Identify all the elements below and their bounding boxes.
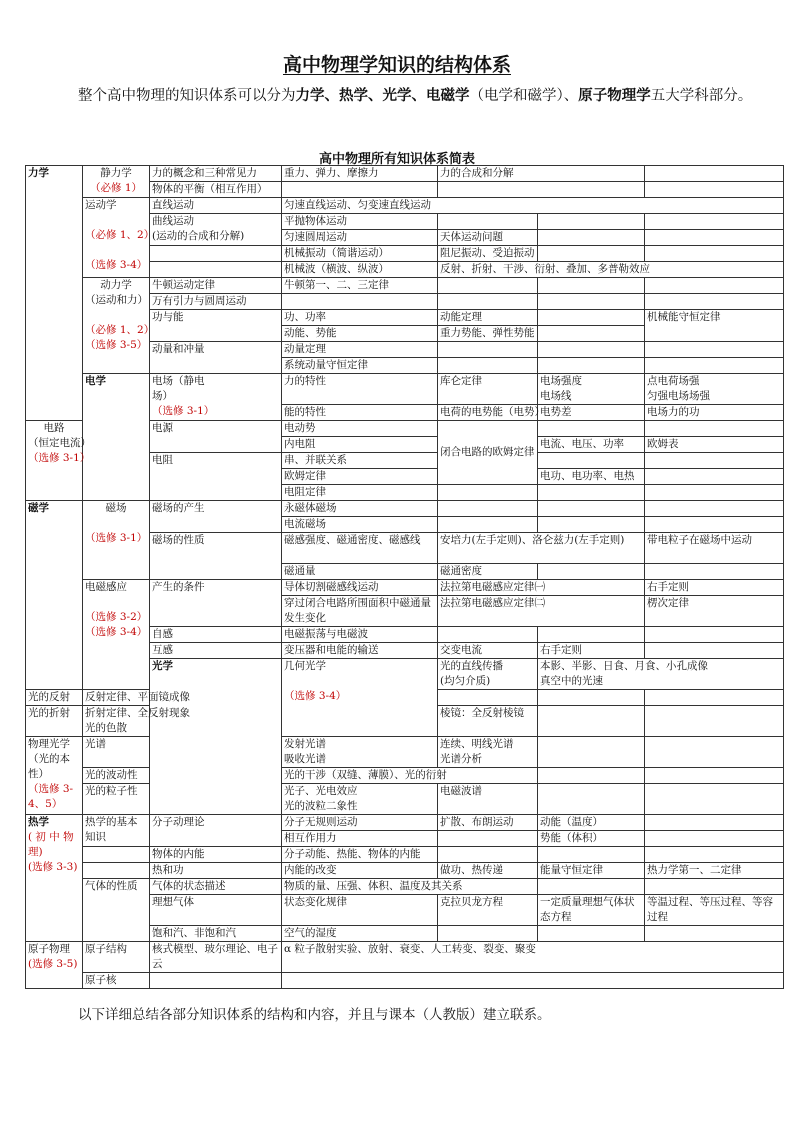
knowledge-table bbox=[25, 165, 784, 989]
table-row: 光的折射 折射定律、全反射现象 光的色散 棱镜：全反射棱镜 bbox=[26, 706, 784, 737]
category-thermal: 热学 ( 初 中 物 理) (选修 3-3) bbox=[26, 815, 83, 942]
table-row: 系统动量守恒定律 bbox=[26, 358, 784, 374]
table-row: 电学 电场（静电 场） （选修 3-1） 力的特性 库仑定律 电场强度 电场线 点电荷场强 匀强电场场强 bbox=[26, 374, 784, 405]
table-row: 光的反射 反射定律、平面镜成像 bbox=[26, 690, 784, 706]
table-row: 物体的内能 分子动能、热能、物体的内能 bbox=[26, 847, 784, 863]
table-row: 磁通量 磁通密度 bbox=[26, 564, 784, 580]
table-row: 欧姆定律 电功、电功率、电热 bbox=[26, 469, 784, 485]
table-row: 机械波（横波、纵波） 反射、折射、干涉、衍射、叠加、多普勒效应 bbox=[26, 262, 784, 278]
table-row: 穿过闭合电路所围面积中磁通量发生变化 法拉第电磁感应定律㈡ 楞次定律 bbox=[26, 596, 784, 627]
table-row: 能的特性 电荷的电势能（电势） 电势差 电场力的功 bbox=[26, 405, 784, 421]
category-mechanics: 力学 bbox=[26, 166, 83, 421]
category-magnetism: 磁学 bbox=[26, 501, 83, 690]
page-title: 高中物理学知识的结构体系 bbox=[282, 54, 511, 76]
table-row: 互感 变压器和电能的输送 交变电流 右手定则 bbox=[26, 643, 784, 659]
table-row: 电磁感应 （选修 3-2） （选修 3-4） 产生的条件 导体切割磁感线运动 法拉第电磁感应定律㈠ 右手定则 bbox=[26, 580, 784, 596]
table-row: 饱和汽、非饱和汽 空气的湿度 bbox=[26, 926, 784, 942]
table-row: 电阻定律 bbox=[26, 485, 784, 501]
table-row: 原子物理 (选修 3-5) 原子结构 核式模型、玻尔理论、电子云 α 粒子散射实验、放射、衰变、人工转变、裂变、聚变 bbox=[26, 942, 784, 973]
table-row: 内电阻 电流、电压、功率 欧姆表 bbox=[26, 437, 784, 453]
table-row: 物理光学（光的本性） （选修 3-4、5） 光谱 发射光谱 吸收光谱 连续、明线光谱 光谱分析 bbox=[26, 737, 784, 768]
table-row: 电阻 串、并联关系 bbox=[26, 453, 784, 469]
table-row: 理想气体 状态变化规律 克拉贝龙方程 一定质量理想气体状态方程 等温过程、等压过程、等容过程 bbox=[26, 895, 784, 926]
table-row: 功与能 功、功率 动能定理 机械能守恒定律 bbox=[26, 310, 784, 326]
table-caption: 高中物理所有知识体系简表 bbox=[318, 152, 475, 167]
table-row: 力学 静力学 （必修 1） 力的概念和三种常见力 重力、弹力、摩擦力 力的合成和分解 bbox=[26, 166, 784, 182]
table-row: 磁场的性质 磁感强度、磁通密度、磁感线 安培力(左手定则)、洛仑兹力(左手定则) 带电粒子在磁场中运动 bbox=[26, 533, 784, 564]
table-row: 自感 电磁振荡与电磁波 bbox=[26, 627, 784, 643]
table-row: 光的粒子性 光子、光电效应 光的波粒二象性 电磁波谱 bbox=[26, 784, 784, 815]
table-row: 动量和冲量 动量定理 bbox=[26, 342, 784, 358]
footer-text: 以下详细总结各部分知识体系的结构和内容，并且与课本（人教版）建立联系。 bbox=[78, 1007, 551, 1023]
category-atomic: 原子物理 (选修 3-5) bbox=[26, 942, 83, 989]
table-row: 相互作用力 势能（体积） bbox=[26, 831, 784, 847]
table-row: 动力学 （运动和力） （必修 1、2） （选修 3-5） 牛顿运动定律 牛顿第一、二、三定律 bbox=[26, 278, 784, 294]
table-row: 热和功 内能的改变 做功、热传递 能量守恒定律 热力学第一、二定律 bbox=[26, 863, 784, 879]
table-row: 运动学 （必修 1、2） （选修 3-4） 直线运动 匀速直线运动、匀变速直线运动 bbox=[26, 198, 784, 214]
table-row: 机械振动（简谐运动） 阻尼振动、受迫振动 bbox=[26, 246, 784, 262]
table-row: 磁学 磁场 （选修 3-1） 磁场的产生 永磁体磁场 bbox=[26, 501, 784, 517]
category-electricity: 电学 bbox=[83, 374, 150, 501]
table-row: 电流磁场 bbox=[26, 517, 784, 533]
table-row: 光学 几何光学 （选修 3-4） 光的直线传播 (均匀介质) 本影、半影、日食、月食、小孔成像 真空中的光速 bbox=[26, 659, 784, 690]
table-row: 原子核 bbox=[26, 973, 784, 989]
table-row: 气体的性质 气体的状态描述 物质的量、压强、体积、温度及其关系 bbox=[26, 879, 784, 895]
table-row: 物体的平衡（相互作用） bbox=[26, 182, 784, 198]
table-row: 曲线运动 (运动的合成和分解) 平抛物体运动 bbox=[26, 214, 784, 230]
table-row: 电路 （恒定电流） （选修 3-1） 电源 电动势 闭合电路的欧姆定律 bbox=[26, 421, 784, 437]
table-row: 动能、势能 重力势能、弹性势能 bbox=[26, 326, 784, 342]
table-row: 万有引力与圆周运动 bbox=[26, 294, 784, 310]
table-row: 光的波动性 光的干涉（双缝、薄膜）、光的衍射 bbox=[26, 768, 784, 784]
category-optics: 光学 bbox=[150, 659, 282, 815]
intro-paragraph: 整个高中物理的知识体系可以分为力学、热学、光学、电磁学（电学和磁学）、原子物理学五大学科部分。 bbox=[78, 87, 753, 104]
table-row: 匀速圆周运动 天体运动问题 bbox=[26, 230, 784, 246]
table-row: 热学 ( 初 中 物 理) (选修 3-3) 热学的基本知识 分子动理论 分子无规则运动 扩散、布朗运动 动能（温度） bbox=[26, 815, 784, 831]
